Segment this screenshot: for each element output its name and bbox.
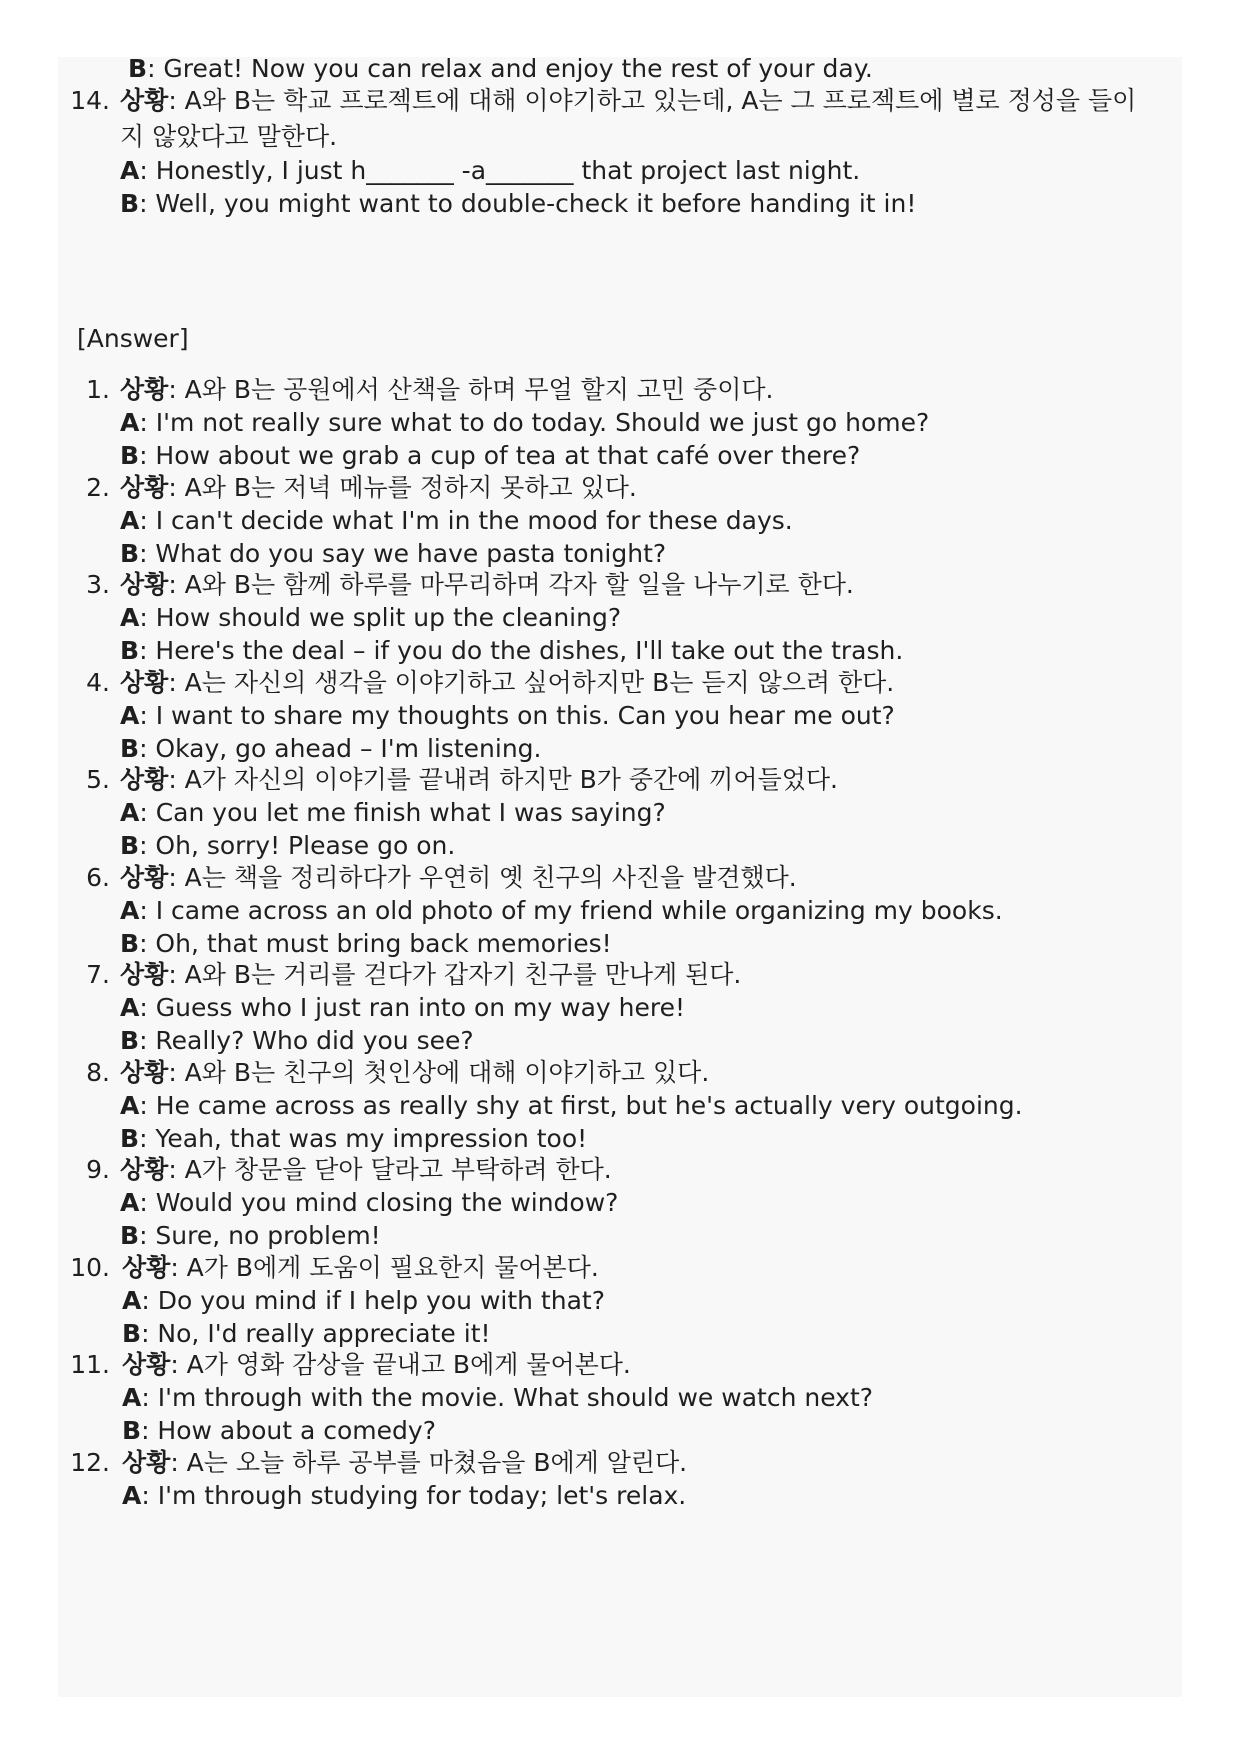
speaker-label: B [120,1221,140,1250]
situation-text: : A는 자신의 생각을 이야기하고 싶어하지만 B는 듣지 않으려 한다. [168,667,895,697]
speaker-label: A [122,1480,142,1510]
situation-text: : A가 B에게 도움이 필요한지 물어본다. [170,1252,599,1282]
speaker-label: B [122,1416,142,1445]
situation-text: : A가 영화 감상을 끝내고 B에게 물어본다. [170,1350,631,1379]
situation-label: 상황 [120,375,169,404]
dialogue-line [120,1088,1023,1124]
dialogue-line [128,51,873,87]
situation-label: 상황 [120,472,169,502]
situation-text: : A와 B는 공원에서 산책을 하며 무얼 할지 고민 중이다. [168,375,774,404]
dialogue-line [122,1380,873,1416]
situation-label: 상황 [120,1155,169,1184]
dialogue-text: : Great! Now you can relax and enjoy the rest of your day. [147,54,873,83]
dialogue-text: : He came across as really shy at first, but he's actually very outgoing. [139,1090,1023,1120]
situation-text: : A와 B는 친구의 첫인상에 대해 이야기하고 있다. [168,1057,710,1087]
speaker-label: B [120,189,140,218]
speaker-label: B [120,733,140,763]
worksheet-page [58,54,1182,1697]
speaker-label: B [122,1318,142,1348]
speaker-label: A [120,993,140,1022]
dialogue-text: : Really? Who did you see? [139,1026,474,1055]
situation-label: 상황 [120,86,169,115]
dialogue-text: : Oh, that must bring back memories! [139,928,612,958]
item-number: 12. [70,1447,110,1477]
dialogue-text: : I'm through studying for today; let's relax. [141,1480,687,1510]
dialogue-line [120,698,895,734]
dialogue-text: : How about we grab a cup of tea at that café over there? [139,441,861,470]
dialogue-text: : Guess who I just ran into on my way here! [139,993,686,1022]
dialogue-line [120,153,860,189]
dialogue-text: : Here's the deal – if you do the dishes, I'll take out the trash. [139,636,904,665]
item-number: 3. [86,570,110,599]
dialogue-text: : What do you say we have pasta tonight? [139,538,667,568]
dialogue-line [120,600,621,636]
item-number: 4. [86,667,110,697]
speaker-label: B [120,928,140,958]
dialogue-line [122,1283,605,1319]
speaker-label: A [120,505,140,535]
situation-label: 상황 [120,1057,169,1087]
item-number: 2. [86,472,110,502]
speaker-label: A [120,1188,140,1217]
speaker-label: B [128,54,148,83]
dialogue-text: : How should we split up the cleaning? [139,603,622,632]
situation-label: 상황 [120,667,169,697]
dialogue-text: : I want to share my thoughts on this. Can you hear me out? [139,700,895,730]
situation-text: : A는 책을 정리하다가 우연히 옛 친구의 사진을 발견했다. [168,862,797,892]
speaker-label: B [120,1026,140,1055]
dialogue-line [120,405,929,441]
speaker-label: B [120,538,140,568]
situation-label: 상황 [120,570,169,599]
dialogue-text: : Sure, no problem! [139,1221,381,1250]
speaker-label: B [120,441,140,470]
situation-text: : A와 B는 학교 프로젝트에 대해 이야기하고 있는데, A는 그 프로젝트에 별로 정성을 들이 [168,86,1137,115]
speaker-label: A [120,1090,140,1120]
dialogue-line [120,893,1003,929]
situation-label: 상황 [120,765,169,794]
speaker-label: B [120,636,140,665]
dialogue-text: : I can't decide what I'm in the mood for these days. [139,505,793,535]
speaker-label: A [120,798,140,827]
dialogue-line [120,1185,618,1221]
speaker-label: A [122,1285,142,1315]
dialogue-text: : No, I'd really appreciate it! [141,1318,491,1348]
speaker-label: A [120,408,140,437]
speaker-label: B [120,1123,140,1153]
dialogue-text: : Yeah, that was my impression too! [139,1123,588,1153]
dialogue-line [120,990,685,1026]
situation-continuation: 지 않았다고 말한다. [120,122,338,151]
situation-text: : A는 오늘 하루 공부를 마쳤음을 B에게 알린다. [170,1447,688,1477]
dialogue-text: : How about a comedy? [141,1416,436,1445]
dialogue-text: : Do you mind if I help you with that? [141,1285,605,1315]
dialogue-text: : Oh, sorry! Please go on. [139,831,456,860]
speaker-label: A [122,1383,142,1412]
dialogue-text: : Can you let me finish what I was saying? [139,798,666,827]
situation-text: : A가 창문을 닫아 달라고 부탁하려 한다. [168,1155,612,1184]
dialogue-line [120,795,666,831]
dialogue-text: : I'm through with the movie. What should we watch next? [141,1383,874,1412]
situation-label: 상황 [122,1252,171,1282]
situation-label: 상황 [122,1447,171,1477]
speaker-label: A [120,156,140,185]
item-number: 10. [70,1252,110,1282]
dialogue-text: : Okay, go ahead – I'm listening. [139,733,542,763]
speaker-label: A [120,895,140,925]
item-number: 8. [86,1057,110,1087]
item-number: 14. [70,86,110,115]
situation-text: : A가 자신의 이야기를 끝내려 하지만 B가 중간에 끼어들었다. [168,765,838,794]
dialogue-text: : Honestly, I just h_______ -a_______ that project last night. [139,156,861,185]
situation-text: : A와 B는 함께 하루를 마무리하며 각자 할 일을 나누기로 한다. [168,570,854,599]
item-number: 7. [86,960,110,989]
dialogue-line [120,186,916,222]
speaker-label: A [120,603,140,632]
item-number: 1. [86,375,110,404]
dialogue-line [120,503,793,539]
situation-text: : A와 B는 저녁 메뉴를 정하지 못하고 있다. [168,472,637,502]
answer-heading: [Answer] [77,324,189,353]
speaker-label: B [120,831,140,860]
dialogue-text: : Would you mind closing the window? [139,1188,619,1217]
dialogue-text: : I'm not really sure what to do today. Should we just go home? [139,408,930,437]
dialogue-text: : Well, you might want to double-check it before handing it in! [139,189,917,218]
item-number: 9. [86,1155,110,1184]
item-number: 11. [70,1350,110,1379]
dialogue-text: : I came across an old photo of my friend while organizing my books. [139,895,1003,925]
item-number: 6. [86,862,110,892]
speaker-label: A [120,700,140,730]
situation-label: 상황 [122,1350,171,1379]
dialogue-line [122,1478,686,1514]
item-number: 5. [86,765,110,794]
situation-label: 상황 [120,960,169,989]
situation-text: : A와 B는 거리를 걷다가 갑자기 친구를 만나게 된다. [168,960,742,989]
situation-label: 상황 [120,862,169,892]
